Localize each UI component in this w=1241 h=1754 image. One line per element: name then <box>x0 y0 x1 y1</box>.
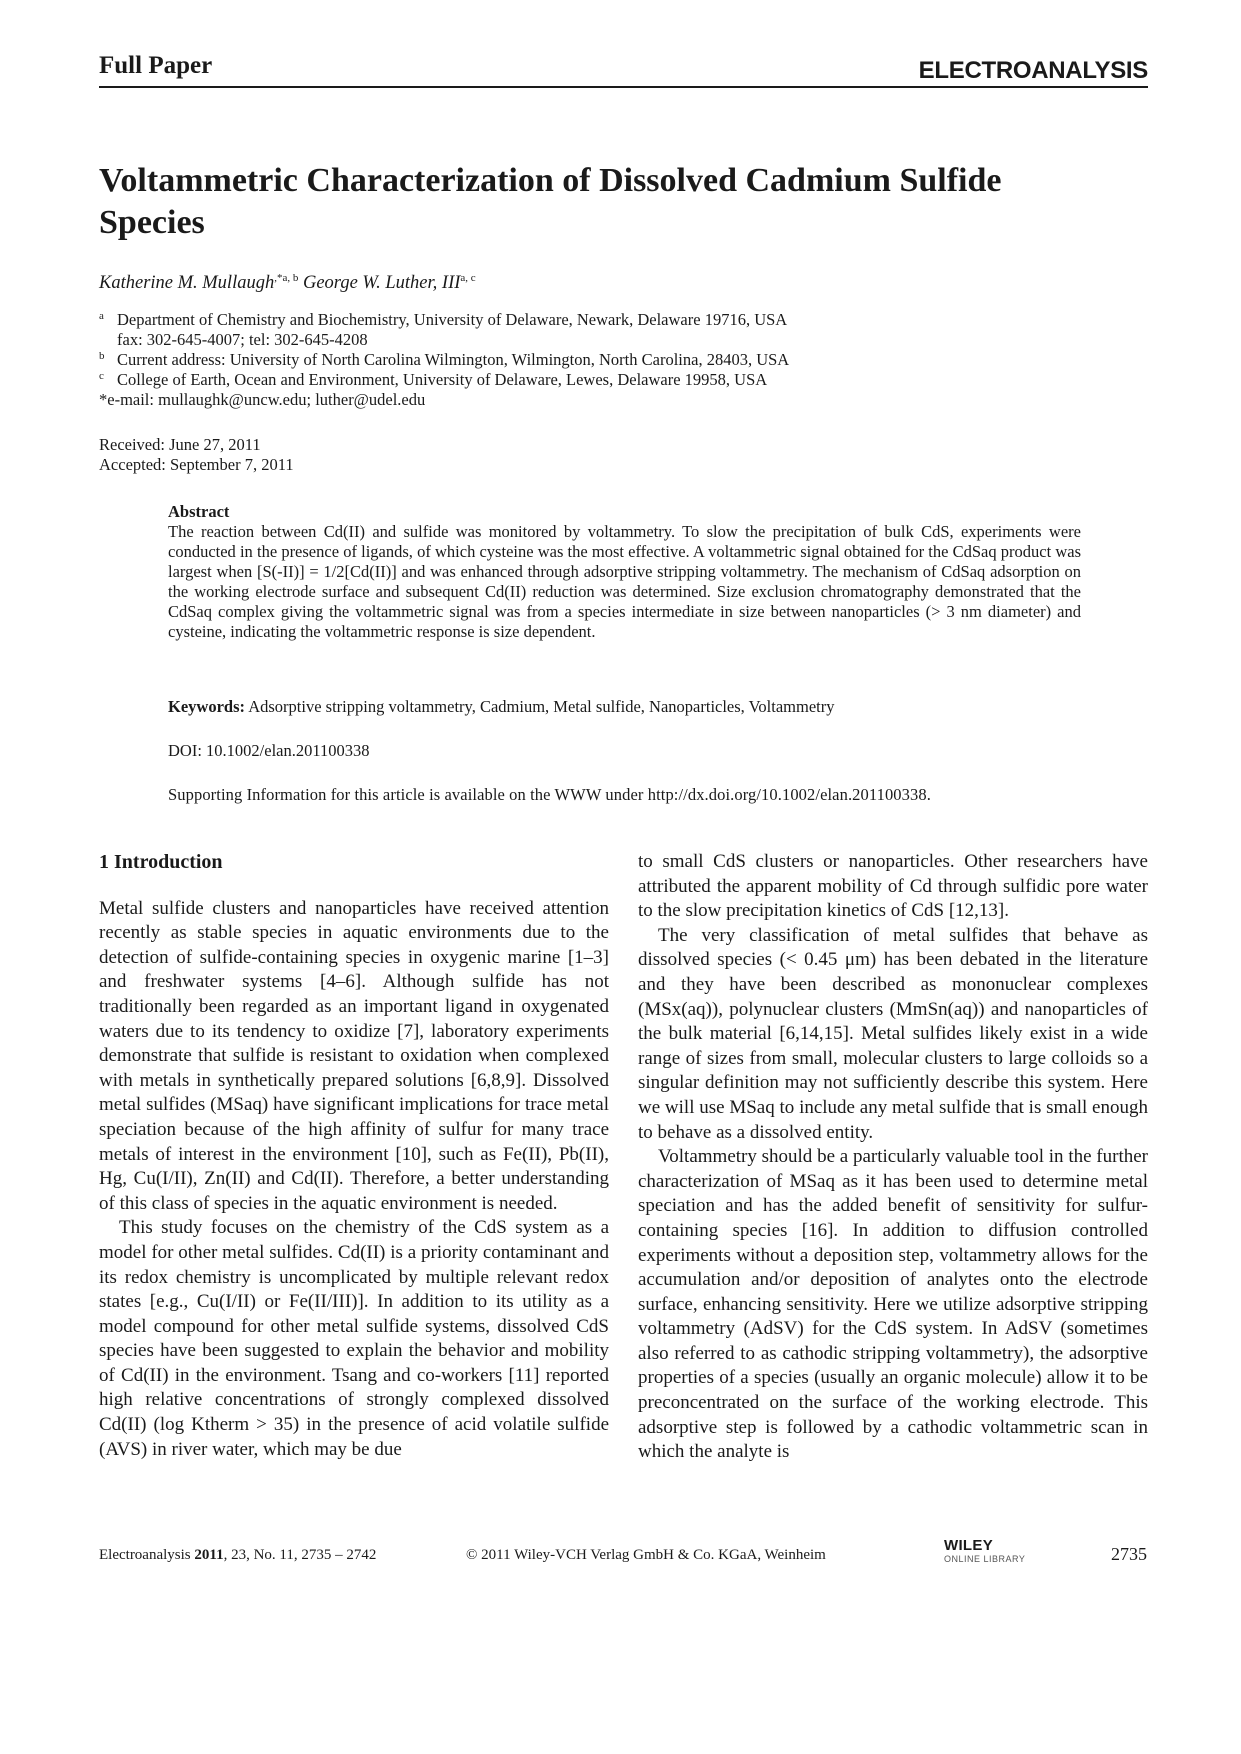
affiliation-mark: a <box>99 310 104 322</box>
supporting-info[interactable]: Supporting Information for this article is available on the WWW under http://dx.doi.org/10.1002/elan.201100338. <box>168 785 931 804</box>
citation-footer <box>99 1547 376 1564</box>
author-list <box>99 272 476 294</box>
author-name[interactable]: George W. Luther, III <box>302 273 461 294</box>
column-right <box>638 850 1148 1465</box>
page-number: 2735 <box>1111 1544 1147 1564</box>
column-left <box>99 850 609 1462</box>
accepted-date: Accepted: September 7, 2011 <box>99 455 294 474</box>
author-marks: ,*a, b <box>274 272 299 284</box>
author-marks: a, c <box>460 272 476 284</box>
keywords-text: Adsorptive stripping voltammetry, Cadmium, Metal sulfide, Nanoparticles, Voltammetry <box>248 697 835 716</box>
affiliation-text: College of Earth, Ocean and Environment, University of Delaware, Lewes, Delaware 19958, USA <box>117 370 768 389</box>
wiley-logo-sub: ONLINE LIBRARY <box>944 1554 1026 1564</box>
abstract-text: The reaction between Cd(II) and sulfide was monitored by voltammetry. To slow the precipitation of bulk CdS, experiments were conducted in the presence of ligands, of which cysteine was the most effective. A voltammetric signal obtained for the CdSaq product was largest when [S(-II)] = 1/2[Cd(II)] and was enhanced through adsorptive stripping voltammetry. The mechanism of CdSaq adsorption on the working electrode surface and subsequent Cd(II) reduction was determined. Size exclusion chromatography demonstrated that the CdSaq complex giving the voltammetric signal was from a species intermediate in size between nanoparticles (> 3 nm diameter) and cysteine, indicating the voltammetric response is size dependent. <box>168 522 1081 641</box>
article-dates <box>99 435 294 475</box>
paragraph: Metal sulfide clusters and nanoparticles have received attention recently as stable species in aquatic environments due to the detection of sulfide-containing species in oxygenic marine [1–3] and freshwater systems [4–6]. Although sulfide has not traditionally been regarded as an important ligand in oxygenated waters due to its tendency to oxidize [7], laboratory experiments demonstrate that sulfide is resistant to oxidation when complexed with metals in synthetically prepared solutions [6,8,9]. Dissolved metal sulfides (MSaq) have significant implications for trace metal speciation because of the high affinity of sulfur for many trace metals of interest in the environment [10], such as Fe(II), Pb(II), Hg, Cu(I/II), Zn(II) and Cd(II). Therefore, a better understanding of this class of species in the aquatic environment is needed. <box>99 897 609 1214</box>
abstract-heading: Abstract <box>168 502 230 521</box>
doi[interactable]: DOI: 10.1002/elan.201100338 <box>168 741 370 760</box>
wiley-logo-name: WILEY <box>944 1537 993 1554</box>
paper-title: Voltammetric Characterization of Dissolved Cadmium Sulfide Species <box>99 162 1002 241</box>
footer-details: , 23, No. 11, 2735 – 2742 <box>223 1547 377 1563</box>
contact-email[interactable]: *e-mail: mullaughk@uncw.edu; luther@udel.edu <box>99 390 426 409</box>
copyright: © 2011 Wiley-VCH Verlag GmbH & Co. KGaA, Weinheim <box>466 1547 826 1563</box>
paragraph: Voltammetry should be a particularly valuable tool in the further characterization of MSaq as it has been used to determine metal speciation and has the added benefit of sensitivity for sulfur-containing species [16]. In addition to diffusion controlled experiments without a deposition step, voltammetry allows for the accumulation and/or deposition of analytes onto the electrode surface, enhancing sensitivity. Here we utilize adsorptive stripping voltammetry (AdSV) for the CdS system. In AdSV (sometimes also referred to as cathodic stripping voltammetry), the adsorptive properties of a species (usually an organic molecule) allow it to be preconcentrated on the surface of the working electrode. This adsorptive step is followed by a cathodic voltammetric scan in which the analyte is <box>638 1146 1148 1463</box>
abstract <box>168 502 1081 642</box>
received-date: Received: June 27, 2011 <box>99 435 261 454</box>
affiliation-item <box>99 310 979 330</box>
paragraph: The very classification of metal sulfides that behave as dissolved species (< 0.45 μm) has been debated in the literature and they have been described as mononuclear complexes (MSx(aq)), polynuclear clusters (MmSn(aq)) and nanoparticles of the bulk material [6,14,15]. Metal sulfides likely exist in a wide range of sizes from small, molecular clusters to large colloids so a singular definition may not sufficiently describe this system. Here we will use MSaq to include any metal sulfide that is small enough to behave as a dissolved entity. <box>638 924 1148 1143</box>
affiliation-item <box>99 350 979 370</box>
wiley-logo[interactable] <box>944 1537 1039 1573</box>
affiliation-item <box>99 370 979 390</box>
affiliation-item <box>99 330 979 350</box>
header-rule <box>99 86 1148 88</box>
journal-name: ELECTROANALYSIS <box>918 57 1148 84</box>
affiliation-mark: b <box>99 350 105 362</box>
author-name[interactable]: Katherine M. Mullaugh <box>99 273 275 294</box>
footer-journal: Electroanalysis <box>99 1547 191 1563</box>
keywords-label: Keywords: <box>168 697 245 716</box>
keywords <box>168 697 834 717</box>
footer-year: 2011 <box>194 1547 224 1563</box>
section-heading: 1 Introduction <box>99 851 223 873</box>
section-label: Full Paper <box>99 52 213 79</box>
paragraph: to small CdS clusters or nanoparticles. Other researchers have attributed the apparent mobility of Cd through sulfidic pore water to the slow precipitation kinetics of CdS [12,13]. <box>638 851 1148 922</box>
paragraph: This study focuses on the chemistry of the CdS system as a model for other metal sulfides. Cd(II) is a priority contaminant and its redox chemistry is uncomplicated by multiple relevant redox states [e.g., Cu(I/II) or Fe(II/III)]. In addition to its utility as a model compound for other metal sulfide systems, dissolved CdS species have been suggested to explain the behavior and mobility of Cd(II) in the environment. Tsang and co-workers [11] reported high relative concentrations of strongly complexed dissolved Cd(II) (log Ktherm > 35) in the presence of acid volatile sulfide (AVS) in river water, which may be due <box>99 1217 609 1460</box>
affiliation-text: fax: 302-645-4007; tel: 302-645-4208 <box>117 330 368 349</box>
affiliation-mark: c <box>99 370 104 382</box>
affiliation-text: Department of Chemistry and Biochemistry, University of Delaware, Newark, Delaware 19716, USA <box>117 310 788 329</box>
affiliations <box>99 310 979 410</box>
affiliation-text: Current address: University of North Carolina Wilmington, Wilmington, North Carolina, 28403, USA <box>117 350 790 369</box>
